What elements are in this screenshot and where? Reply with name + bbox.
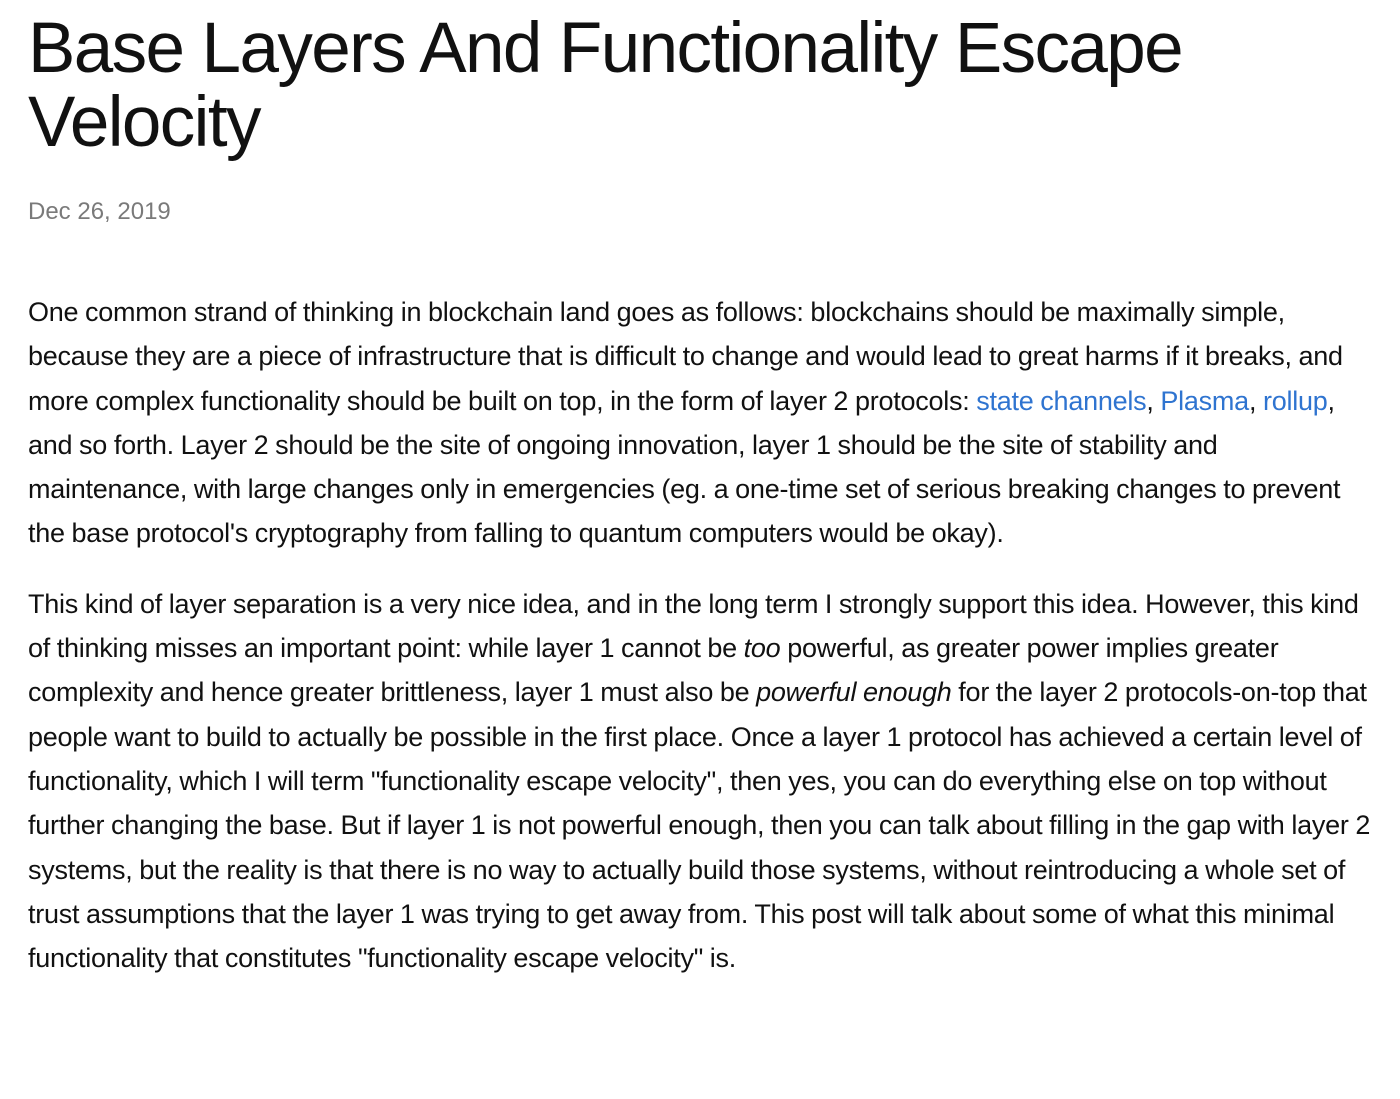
paragraph-text: powerful, as greater power implies greater complexity and hence greater brittleness, layer 1 must also be <box>28 633 1279 708</box>
paragraph-layer-separation <box>28 582 1378 981</box>
post-date: Dec 26, 2019 <box>28 198 171 225</box>
link-state-channels[interactable]: state channels <box>976 385 1147 416</box>
emphasis-too: too <box>743 633 781 664</box>
paragraph-text: , and so forth. Layer 2 should be the site of ongoing innovation, layer 1 should be the site of stability and maintenance, with large changes only in emergencies (eg. a one-time set of serious breaking changes to prevent the base protocol's cryptography from falling to quantum computers would be okay). <box>28 385 1341 549</box>
paragraph-text: One common strand of thinking in blockchain land goes as follows: blockchains should be maximally simple, because they are a piece of infrastructure that is difficult to change and would lead to great harms if it breaks, and more complex functionality should be built on top, in the form of layer 2 protocols: <box>28 297 1343 416</box>
separator: , <box>1248 385 1263 416</box>
paragraph-text: for the layer 2 protocols-on-top that people want to build to actually be possible in the first place. Once a layer 1 protocol has achieved a certain level of functionality, which I will term "functionality escape velocity", then yes, you can do everything else on top without further changing the base. But if layer 1 is not powerful enough, then you can talk about filling in the gap with layer 2 systems, but the reality is that there is no way to actually build those systems, without reintroducing a whole set of trust assumptions that the layer 1 was trying to get away from. This post will talk about some of what this minimal functionality that constitutes "functionality escape velocity" is. <box>28 677 1371 974</box>
paragraph-text: This kind of layer separation is a very nice idea, and in the long term I strongly support this idea. However, this kind of thinking misses an important point: while layer 1 cannot be <box>28 588 1359 664</box>
separator: , <box>1146 385 1161 416</box>
article <box>28 0 1378 980</box>
link-rollup[interactable]: rollup <box>1262 385 1328 416</box>
post-title: Base Layers And Functionality Escape Velocity <box>28 9 1183 162</box>
link-plasma[interactable]: Plasma <box>1160 385 1249 416</box>
paragraph-intro <box>28 290 1378 556</box>
emphasis-powerful-enough: powerful enough <box>756 677 952 708</box>
